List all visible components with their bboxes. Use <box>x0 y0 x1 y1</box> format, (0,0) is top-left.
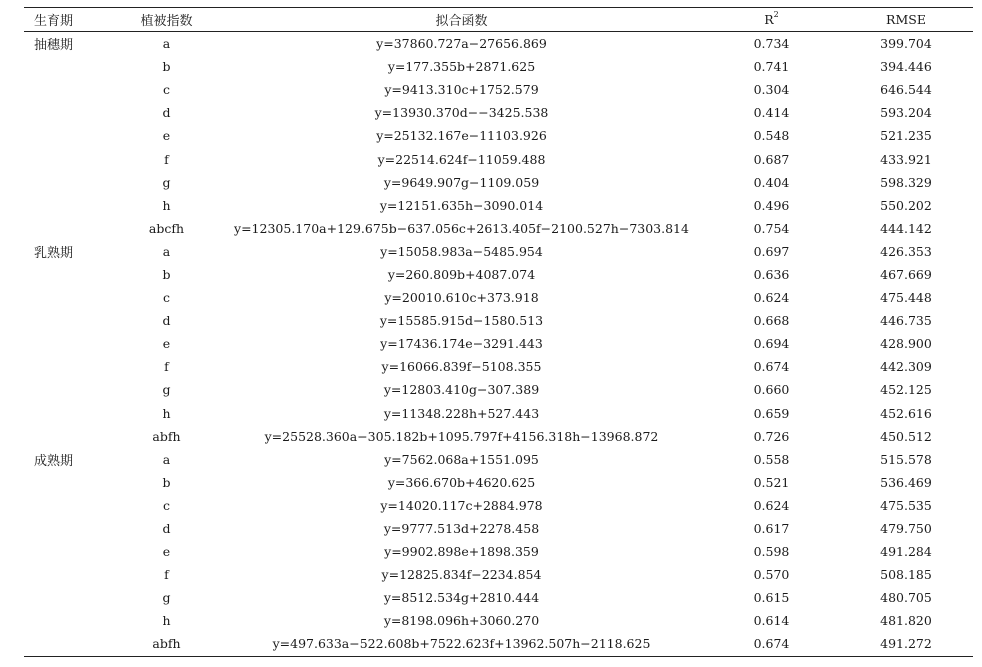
fit-function-cell: y=25528.360a−305.182b+1095.797f+4156.318h−13968.872 <box>264 428 659 444</box>
header-vegetation-index: 植被指数 <box>114 8 219 32</box>
vegetation-index-cell: a <box>162 451 171 467</box>
stage-cell <box>24 309 114 332</box>
r2-cell: 0.570 <box>753 567 790 583</box>
table-row <box>24 540 973 563</box>
r2-cell: 0.726 <box>753 428 790 444</box>
table-row <box>24 147 973 170</box>
r2-cell: 0.674 <box>704 632 839 656</box>
table-row <box>24 101 973 124</box>
rmse-cell: 550.202 <box>880 197 932 213</box>
stage-cell <box>24 355 114 378</box>
r2-cell: 0.414 <box>753 105 790 121</box>
fit-function-cell: y=7562.068a+1551.095 <box>384 451 539 467</box>
table-row <box>24 332 973 355</box>
header-r2-superscript: 2 <box>773 10 779 19</box>
table-row <box>24 124 973 147</box>
header-r2-base: R <box>764 12 774 27</box>
r2-cell: 0.754 <box>753 220 790 236</box>
stage-cell <box>24 101 114 124</box>
header-row <box>24 8 973 32</box>
table-row <box>24 494 973 517</box>
stage-cell <box>24 540 114 563</box>
rmse-cell: 646.544 <box>880 82 932 98</box>
r2-cell: 0.615 <box>753 590 790 606</box>
r2-cell: 0.617 <box>753 521 790 537</box>
fit-function-cell: y=20010.610c+373.918 <box>384 290 539 306</box>
stage-cell <box>24 425 114 448</box>
r2-cell: 0.548 <box>753 128 790 144</box>
fit-function-cell: y=16066.839f−5108.355 <box>381 359 542 375</box>
r2-cell: 0.687 <box>753 151 790 167</box>
fit-function-cell: y=15585.915d−1580.513 <box>379 313 544 329</box>
rmse-cell: 593.204 <box>880 105 932 121</box>
vegetation-index-cell: g <box>162 174 171 190</box>
vegetation-index-cell: e <box>162 128 171 144</box>
rmse-cell: 444.142 <box>880 220 932 236</box>
table-row <box>24 263 973 286</box>
fit-function-cell: y=12825.834f−2234.854 <box>381 567 542 583</box>
stage-cell <box>24 332 114 355</box>
vegetation-index-cell: h <box>162 613 171 629</box>
rmse-cell: 433.921 <box>880 151 932 167</box>
table-row <box>24 609 973 632</box>
stage-cell <box>24 171 114 194</box>
stage-cell <box>24 217 114 240</box>
rmse-cell: 521.235 <box>880 128 932 144</box>
header-fit-function: 拟合函数 <box>219 8 704 32</box>
r2-cell: 0.558 <box>753 451 790 467</box>
rmse-cell: 428.900 <box>880 336 932 352</box>
fit-function-cell: y=12305.170a+129.675b−637.056c+2613.405f−2100.527h−7303.814 <box>234 220 689 236</box>
table-row <box>24 586 973 609</box>
fit-function-cell: y=22514.624f−11059.488 <box>377 151 546 167</box>
fit-function-cell: y=260.809b+4087.074 <box>387 266 536 282</box>
rmse-cell: 491.284 <box>880 544 932 560</box>
r2-cell: 0.404 <box>753 174 790 190</box>
fit-function-cell: y=25132.167e−11103.926 <box>376 128 547 144</box>
table-row <box>24 32 973 56</box>
rmse-cell: 480.705 <box>880 590 932 606</box>
stage-cell <box>24 586 114 609</box>
rmse-cell: 452.125 <box>880 382 932 398</box>
table-row <box>24 355 973 378</box>
vegetation-index-cell: g <box>162 590 171 606</box>
stage-cell <box>24 471 114 494</box>
stage-cell <box>24 609 114 632</box>
rmse-cell: 442.309 <box>880 359 932 375</box>
stage-cell <box>24 78 114 101</box>
r2-cell: 0.659 <box>753 405 790 421</box>
r2-cell: 0.674 <box>753 359 790 375</box>
stage-cell <box>24 517 114 540</box>
fit-function-cell: y=8512.534g+2810.444 <box>383 590 540 606</box>
stage-cell <box>24 194 114 217</box>
rmse-cell: 508.185 <box>880 567 932 583</box>
table-row <box>24 309 973 332</box>
vegetation-index-cell: d <box>162 521 171 537</box>
rmse-cell: 491.272 <box>839 632 973 656</box>
fit-function-cell: y=9649.907g−1109.059 <box>383 174 540 190</box>
fit-function-cell: y=15058.983a−5485.954 <box>380 243 543 259</box>
stage-cell <box>24 124 114 147</box>
table-row <box>24 517 973 540</box>
table-row <box>24 632 973 656</box>
r2-cell: 0.734 <box>753 36 790 52</box>
rmse-cell: 475.535 <box>880 497 932 513</box>
table-row <box>24 471 973 494</box>
stage-cell <box>24 55 114 78</box>
rmse-cell: 450.512 <box>880 428 932 444</box>
r2-cell: 0.660 <box>753 382 790 398</box>
vegetation-index-cell: b <box>162 59 171 75</box>
vegetation-index-cell: abcfh <box>148 220 185 236</box>
r2-cell: 0.624 <box>753 290 790 306</box>
vegetation-index-cell: f <box>164 567 169 583</box>
rmse-cell: 399.704 <box>880 36 932 52</box>
rmse-cell: 479.750 <box>880 521 932 537</box>
fit-function-cell: y=12803.410g−307.389 <box>383 382 540 398</box>
table-row <box>24 217 973 240</box>
table-row <box>24 425 973 448</box>
regression-table-container <box>24 7 973 657</box>
fit-function-cell: y=12151.635h−3090.014 <box>379 197 544 213</box>
rmse-cell: 446.735 <box>880 313 932 329</box>
fit-function-cell: y=37860.727a−27656.869 <box>376 36 547 52</box>
r2-cell: 0.304 <box>753 82 790 98</box>
stage-cell <box>24 286 114 309</box>
vegetation-index-cell: g <box>162 382 171 398</box>
vegetation-index-cell: abfh <box>152 428 181 444</box>
stage-cell <box>24 632 114 656</box>
r2-cell: 0.697 <box>753 243 790 259</box>
vegetation-index-cell: d <box>162 313 171 329</box>
r2-cell: 0.521 <box>753 474 790 490</box>
r2-cell: 0.636 <box>753 266 790 282</box>
vegetation-index-cell: a <box>162 243 171 259</box>
vegetation-index-cell: a <box>162 36 171 52</box>
rmse-cell: 394.446 <box>880 59 932 75</box>
fit-function-cell: y=366.670b+4620.625 <box>387 474 536 490</box>
r2-cell: 0.614 <box>753 613 790 629</box>
stage-cell <box>24 147 114 170</box>
vegetation-index-cell: f <box>164 359 169 375</box>
vegetation-index-cell: c <box>162 82 170 98</box>
fit-function-cell: y=17436.174e−3291.443 <box>380 336 543 352</box>
rmse-cell: 452.616 <box>880 405 932 421</box>
rmse-cell: 598.329 <box>880 174 932 190</box>
header-r2 <box>704 8 839 32</box>
vegetation-index-cell: e <box>162 336 171 352</box>
table-row <box>24 286 973 309</box>
table-row <box>24 448 973 471</box>
stage-cell <box>24 402 114 425</box>
r2-cell: 0.694 <box>753 336 790 352</box>
table-row <box>24 402 973 425</box>
vegetation-index-cell: e <box>162 544 171 560</box>
fit-function-cell: y=11348.228h+527.443 <box>383 405 540 421</box>
r2-cell: 0.496 <box>753 197 790 213</box>
rmse-cell: 515.578 <box>880 451 932 467</box>
vegetation-index-cell: abfh <box>114 632 219 656</box>
header-rmse: RMSE <box>839 8 973 32</box>
r2-cell: 0.741 <box>753 59 790 75</box>
regression-table <box>24 7 973 657</box>
fit-function-cell: y=177.355b+2871.625 <box>387 59 536 75</box>
table-row <box>24 194 973 217</box>
rmse-cell: 481.820 <box>880 613 932 629</box>
vegetation-index-cell: c <box>162 497 170 513</box>
table-header <box>24 8 973 32</box>
vegetation-index-cell: c <box>162 290 170 306</box>
vegetation-index-cell: b <box>162 266 171 282</box>
rmse-cell: 467.669 <box>880 266 932 282</box>
stage-cell: 成熟期 <box>34 453 74 469</box>
table-body <box>24 32 973 657</box>
vegetation-index-cell: d <box>162 105 171 121</box>
r2-cell: 0.624 <box>753 497 790 513</box>
table-row <box>24 78 973 101</box>
vegetation-index-cell: b <box>162 474 171 490</box>
r2-cell: 0.598 <box>753 544 790 560</box>
vegetation-index-cell: f <box>164 151 169 167</box>
table-row <box>24 563 973 586</box>
stage-cell: 抽穗期 <box>34 38 74 54</box>
table-row <box>24 55 973 78</box>
vegetation-index-cell: h <box>162 405 171 421</box>
stage-cell <box>24 263 114 286</box>
fit-function-cell: y=13930.370d−−3425.538 <box>374 105 549 121</box>
fit-function-cell: y=9413.310c+1752.579 <box>384 82 539 98</box>
rmse-cell: 426.353 <box>880 243 932 259</box>
stage-cell <box>24 563 114 586</box>
fit-function-cell: y=14020.117c+2884.978 <box>380 497 543 513</box>
fit-function-cell: y=8198.096h+3060.270 <box>383 613 540 629</box>
vegetation-index-cell: h <box>162 197 171 213</box>
table-row <box>24 378 973 401</box>
rmse-cell: 536.469 <box>880 474 932 490</box>
fit-function-cell: y=9777.513d+2278.458 <box>383 521 540 537</box>
fit-function-cell: y=497.633a−522.608b+7522.623f+13962.507h−2118.625 <box>219 632 704 656</box>
header-stage: 生育期 <box>24 8 114 32</box>
fit-function-cell: y=9902.898e+1898.359 <box>384 544 539 560</box>
table-row <box>24 171 973 194</box>
rmse-cell: 475.448 <box>880 290 932 306</box>
stage-cell <box>24 378 114 401</box>
r2-cell: 0.668 <box>753 313 790 329</box>
table-row <box>24 240 973 263</box>
stage-cell: 乳熟期 <box>34 245 74 261</box>
stage-cell <box>24 494 114 517</box>
